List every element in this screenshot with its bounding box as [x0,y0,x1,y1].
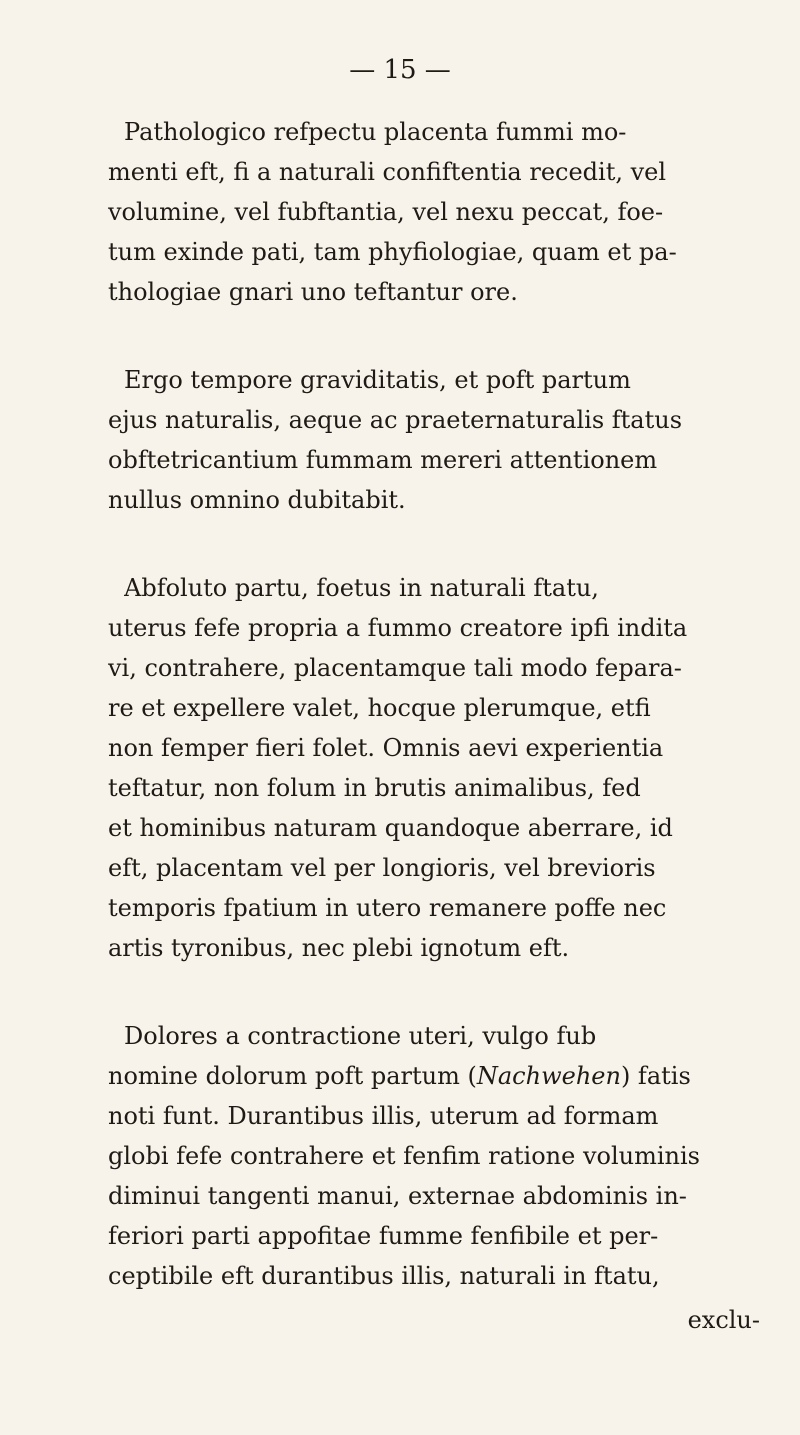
text-line: Ergo tempore graviditatis, et poft partum [124,366,631,394]
text-line: menti eft, fi a naturali confiftentia recedit, vel [108,158,667,186]
text-line: re et expellere valet, hocque plerumque, etfi [108,694,651,722]
text-segment: ) fatis [620,1062,691,1090]
page-number: — 15 — [349,55,451,85]
text-segment: nomine dolorum poft partum ( [108,1062,477,1090]
text-line: artis tyronibus, nec plebi ignotum eft. [108,934,570,962]
italic-term: Nachwehen [476,1062,621,1090]
text-line: nullus omnino dubitabit. [108,486,406,514]
text-line: globi fefe contrahere et fenfim ratione voluminis [108,1142,700,1170]
text-line: volumine, vel fubftantia, vel nexu peccat, foe- [108,198,664,226]
text-line-with-italic [108,1056,768,1096]
catchword: exclu- [687,1306,760,1334]
text-line: ejus naturalis, aeque ac praeternaturalis ftatus [108,406,683,434]
text-line: Pathologico refpectu placenta fummi mo- [124,118,627,146]
text-line: thologiae gnari uno teftantur ore. [108,278,518,306]
text-line: tum exinde pati, tam phyfiologiae, quam et pa- [108,238,677,266]
text-line: obftetricantium fummam mereri attentionem [108,446,658,474]
text-line: et hominibus naturam quandoque aberrare, id [108,814,673,842]
text-line: Dolores a contractione uteri, vulgo fub [124,1022,597,1050]
text-line: teftatur, non folum in brutis animalibus, fed [108,774,641,802]
text-line: feriori parti appofitae fumme fenfibile et per- [108,1222,659,1250]
text-line: noti funt. Durantibus illis, uterum ad formam [108,1102,659,1130]
text-line: uterus fefe propria a fummo creatore ipfi indita [108,614,688,642]
text-line: vi, contrahere, placentamque tali modo fepara- [108,654,682,682]
text-line: ceptibile eft durantibus illis, naturali in ftatu, [108,1262,660,1290]
text-line: non femper fieri folet. Omnis aevi experientia [108,734,664,762]
text-line: temporis fpatium in utero remanere poffe nec [108,894,667,922]
text-line: diminui tangenti manui, externae abdominis in- [108,1182,687,1210]
text-line: Abfoluto partu, foetus in naturali ftatu, [124,574,599,602]
text-line: eft, placentam vel per longioris, vel brevioris [108,854,656,882]
